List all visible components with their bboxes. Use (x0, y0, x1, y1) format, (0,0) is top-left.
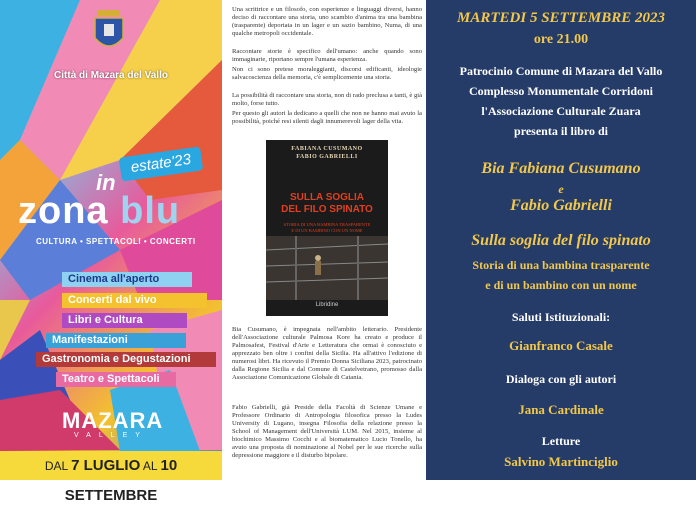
event-label-libri: Libri e Cultura (62, 313, 187, 328)
estate-badge: estate'23 (119, 146, 204, 181)
paragraph-3: Non ci sono pretese moraleggianti, discorsi edificanti, ideologie salvacoscienza della memoria, c'è semplicemente una storia. (232, 66, 422, 81)
dialogue-heading: Dialoga con gli autori (505, 372, 617, 386)
cover-author-2: FABIO GABRIELLI (296, 154, 358, 160)
city-coat-of-arms (92, 10, 126, 54)
event-label-teatro: Teatro e Spettacoli (56, 372, 176, 387)
summer-poster (0, 0, 222, 504)
poster-tagline: CULTURA • SPETTACOLI • CONCERTI (36, 237, 196, 246)
blu-word: blu (120, 190, 181, 232)
in-label: in (96, 170, 116, 195)
cover-subtitle-line-2: E DI UN BAMBINO CON UN NOME (291, 228, 363, 233)
zona-blu-logo (18, 190, 214, 233)
cover-subtitle-line-1: STORIA DI UNA BAMBINA TRASPARENTE (283, 222, 371, 227)
dates-end: 10 SETTEMBRE (64, 457, 178, 504)
event-date: MARTEDI 5 SETTEMBRE 2023 (457, 10, 665, 26)
dates-prefix: DAL (44, 459, 72, 473)
book-description-page (222, 0, 426, 480)
event-association: l'Associazione Culturale Zuara (481, 104, 641, 118)
cover-publisher: Libridine (315, 302, 339, 308)
mazara-valley-logo: MAZARA (62, 408, 164, 433)
cover-title-line-1: SULLA SOGLIA (289, 192, 365, 203)
cover-barbed-wire-art (266, 140, 388, 316)
reader-name: Salvino Martinciglio (504, 454, 618, 469)
event-subtitle-1: Storia di una bambina trasparente (472, 258, 650, 272)
event-presents: presenta il libro di (514, 124, 608, 138)
dates-start: 7 LUGLIO (71, 457, 141, 474)
paragraph-4: La possibilità di raccontare una storia, non di rado preclusa a tanti, è già molto, forse tutto. (232, 92, 422, 107)
paragraph-2: Raccontare storie è specifico dell'umano: anche quando sono immaginarie, riportano sempre l'umana esperienza. (232, 48, 422, 63)
dates-mid: AL (140, 459, 161, 473)
event-label-cinema: Cinema all'aperto (62, 272, 192, 287)
moderator-name: Jana Cardinale (518, 402, 604, 417)
bio-cusumano: Bia Cusumano, è impegnata nell'ambito letterario. Presidente dell'Associazione culturale Palmosa Kore ha creato e produce il Palmosafest, Festival d'Arte e Letteratura che ormai è conosciuto e apprezzato ben oltre i confini della Sicilia. Ha all'attivo l'edizione di numerosi libri. Ha ricevuto il Premio Donna Siciliana 2023, patrocinato dalla Regione Sicilia e dal Comune di Castelvetrano, promosso dalla Associazione Comunicazione Globale di Catania. (232, 326, 422, 381)
event-patronage: Patrocinio Comune di Mazara del Vallo (459, 64, 663, 78)
greetings-heading: Saluti Istituzionali: (511, 310, 611, 324)
event-announcement (426, 0, 696, 480)
cover-author-1: FABIANA CUSUMANO (291, 146, 363, 152)
event-label-gastronomia: Gastronomia e Degustazioni (36, 352, 216, 367)
event-label-manifestazioni: Manifestazioni (46, 333, 186, 348)
readings-heading: Letture (541, 434, 581, 448)
event-book-title: Sulla soglia del filo spinato (471, 232, 651, 249)
event-label-concerti: Concerti dal vivo (62, 293, 207, 308)
book-cover (266, 140, 388, 316)
event-author-1: Bia Fabiana Cusumano (481, 160, 641, 177)
greeter-name: Gianfranco Casale (509, 338, 613, 353)
city-name: Città di Mazara del Vallo (54, 70, 168, 81)
bio-gabrielli: Fabio Gabrielli, già Preside della Facoltà di Scienze Umane e Professore Ordinario di Antropologia filosofica presso la Ludes University di Lugano, insegna Filosofia della relazione presso la School of Management dell'Università LUM. Nel 2015, insieme al biochimico Massimo Cocchi e al biomatematico Lucio Tonello, ha avuto una proposta di nominazione al Nobel per le sue ricerche sulla depressione maggiore e il disturbo bipolare. (232, 404, 422, 459)
event-author-2: Fabio Gabrielli (510, 197, 612, 214)
event-subtitle-2: e di un bambino con un nome (485, 278, 637, 292)
event-and: e (558, 182, 564, 196)
event-time: ore 21.00 (533, 32, 589, 47)
cover-title-line-2: DEL FILO SPINATO (281, 204, 373, 215)
zona-word: zona (18, 190, 109, 232)
valley-label: VALLEY (74, 432, 148, 439)
event-venue: Complesso Monumentale Corridoni (469, 84, 653, 98)
paragraph-5: Per questo gli autori la dedicano a quelli che non ne hanno mai avuto la possibilità, poiché resi silenti dagli innumerevoli lager della vita. (232, 110, 422, 125)
intro-paragraph: Una scrittrice e un filosofo, con esperienze e linguaggi diversi, hanno deciso di raccontare una storia, uno scambio d'anima tra una bambina (trasparente) deportata in un lager e un sazio bambino, Numa, di una qualche metropoli occidentale. (232, 6, 422, 37)
program-dates (0, 451, 222, 504)
